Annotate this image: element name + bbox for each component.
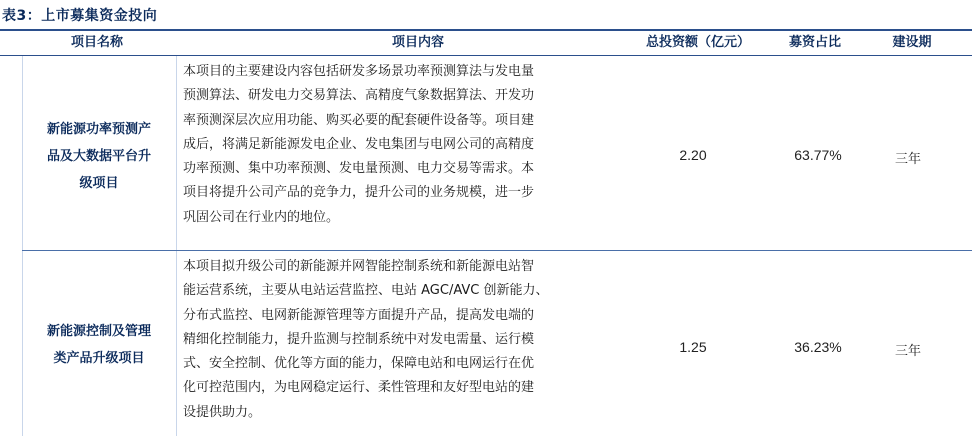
- header-ratio: 募资占比: [788, 35, 841, 50]
- column-divider-left: [22, 56, 23, 436]
- row1-ratio: 63.77%: [794, 147, 842, 163]
- top-rule: [0, 29, 972, 31]
- row1-period: 三年: [894, 152, 921, 167]
- header-investment: 总投资额（亿元）: [645, 35, 750, 50]
- row1-project-content: 本项目的主要建设内容包括研发多场景功率预测算法与发电量 预测算法、研发电力交易算法、高精度气象数据算法、开发功 率预测深层次应用功能、购买必要的配套硬件设备等。项目建 成后，将满足新能源发电企业、发电集团与电网公司的高精度 功率预测、集中功率预测、发电量预测、电力交易等需求。本 项目将提升公司产品的竞争力，提升公司的业务规模，进一步 巩固公司在行业内的地位。: [183, 64, 535, 225]
- header-project-name: 项目名称: [70, 35, 123, 50]
- header-rule: [0, 55, 972, 56]
- row-divider: [22, 250, 972, 251]
- row2-period: 三年: [894, 344, 921, 359]
- header-project-content: 项目内容: [391, 35, 444, 50]
- row2-ratio: 36.23%: [794, 339, 842, 355]
- row2-project-name: 新能源控制及管理 类产品升级项目: [46, 324, 151, 366]
- row2-investment: 1.25: [679, 339, 707, 355]
- row2-project-content: 本项目拟升级公司的新能源并网智能控制系统和新能源电站智 能运营系统，主要从电站运营监控、电站 AGC/AVC 创新能力、 分布式监控、电网新能源管理等方面提升产品，提高发电端的 精细化控制能力，提升监测与控制系统中对发电需量、运行模 式、安全控制、优化等方面的能力，保障电站和电网运行在优 化可控范围内，为电网稳定运行、柔性管理和友好型电站的建 设提供助力。: [183, 259, 549, 420]
- row1-project-name: 新能源功率预测产 品及大数据平台升 级项目: [46, 122, 151, 191]
- table-title: 表3：上市募集资金投向: [2, 8, 158, 24]
- column-divider-name: [176, 56, 177, 436]
- row1-investment: 2.20: [679, 147, 707, 163]
- header-period: 建设期: [892, 35, 932, 50]
